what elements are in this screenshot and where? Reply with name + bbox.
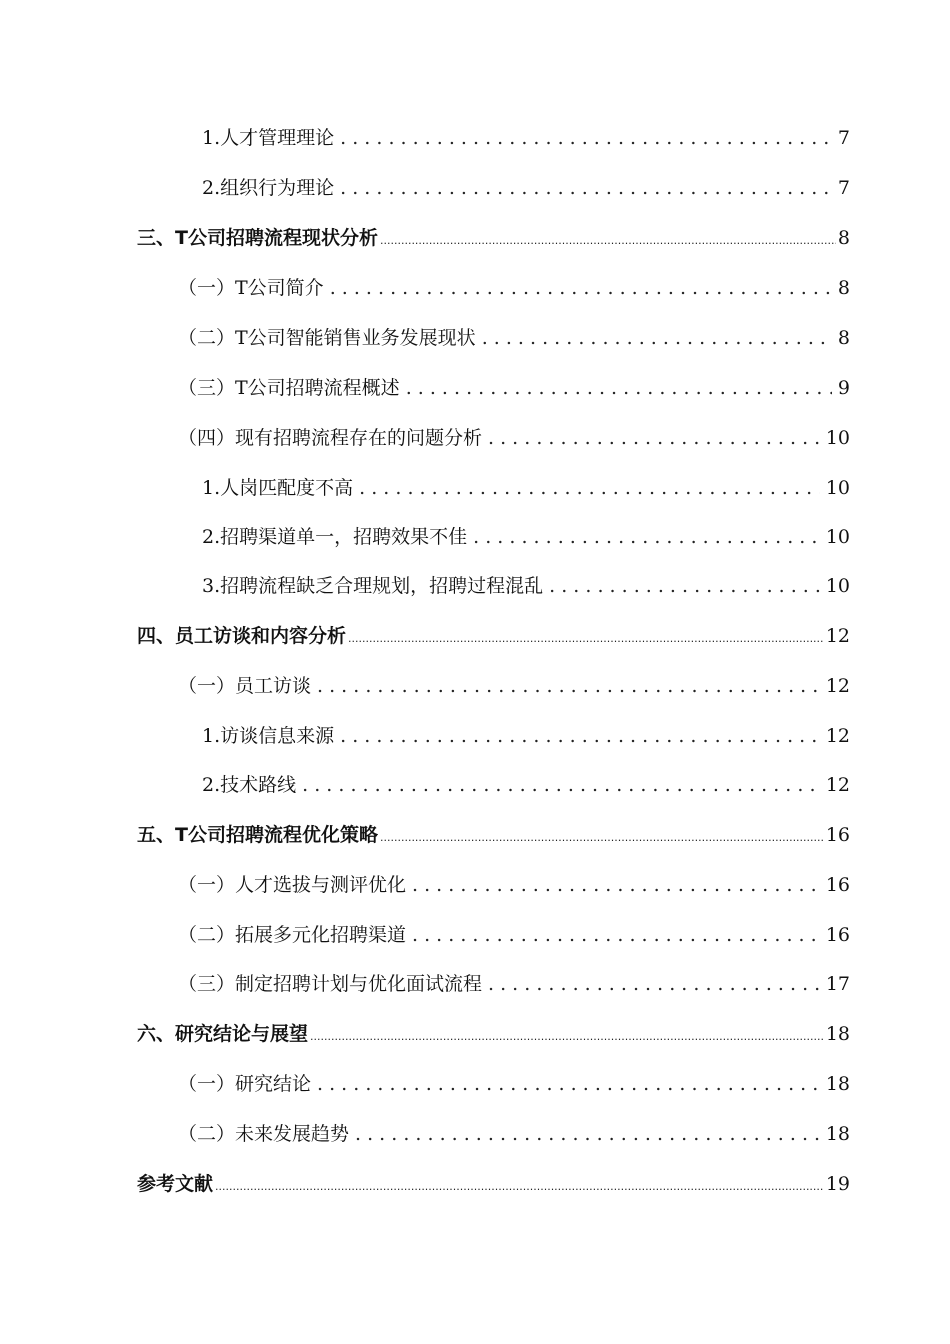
toc-entry-page: 16 — [825, 824, 850, 846]
dot-leader — [380, 824, 824, 852]
toc-entry[interactable] — [202, 722, 850, 750]
toc-entry[interactable] — [178, 324, 850, 352]
toc-entry-page: 7 — [837, 127, 850, 149]
toc-chapter-entry[interactable] — [137, 622, 850, 650]
dot-leader — [412, 921, 820, 949]
toc-entry-page: 10 — [825, 575, 850, 597]
toc-entry[interactable] — [178, 970, 850, 998]
dot-leader — [330, 274, 832, 302]
dot-leader — [412, 871, 820, 899]
toc-entry-page: 10 — [825, 427, 850, 449]
toc-entry-label: 3.招聘流程缺乏合理规划，招聘过程混乱 — [202, 575, 544, 597]
toc-entry-page: 16 — [825, 874, 850, 896]
toc-entry-label: （一）T公司简介 — [178, 277, 324, 299]
toc-entry[interactable] — [178, 871, 850, 899]
toc-entry-page: 7 — [837, 177, 850, 199]
toc-entry-label: 六、研究结论与展望 — [137, 1023, 309, 1045]
toc-entry[interactable] — [202, 572, 850, 600]
dot-leader — [406, 374, 832, 402]
dot-leader — [302, 771, 820, 799]
toc-entry[interactable] — [178, 672, 850, 700]
toc-entry[interactable] — [202, 174, 850, 202]
toc-chapter-entry[interactable] — [137, 1020, 850, 1048]
dot-leader — [488, 970, 820, 998]
toc-entry-label: （二）T公司智能销售业务发展现状 — [178, 327, 476, 349]
toc-entry-label: （一）人才选拔与测评优化 — [178, 874, 407, 896]
dot-leader — [473, 523, 820, 551]
dot-leader — [359, 474, 820, 502]
toc-entry[interactable] — [202, 771, 850, 799]
toc-entry-page: 8 — [837, 277, 850, 299]
toc-entry-label: 1.人才管理理论 — [202, 127, 335, 149]
toc-entry[interactable] — [178, 921, 850, 949]
toc-entry[interactable] — [178, 1070, 850, 1098]
toc-entry-page: 18 — [825, 1023, 850, 1045]
toc-entry-label: 1.访谈信息来源 — [202, 725, 335, 747]
dot-leader — [549, 572, 820, 600]
toc-entry-page: 19 — [825, 1173, 850, 1195]
dot-leader — [380, 227, 836, 255]
toc-entry-page: 12 — [825, 675, 850, 697]
toc-entry-label: （三）制定招聘计划与优化面试流程 — [178, 973, 483, 995]
toc-entry-page: 12 — [825, 625, 850, 647]
toc-entry[interactable] — [202, 124, 850, 152]
dot-leader — [340, 722, 820, 750]
dot-leader — [310, 1023, 824, 1051]
toc-entry[interactable] — [178, 1120, 850, 1148]
toc-entry-label: 五、T公司招聘流程优化策略 — [137, 824, 378, 846]
toc-chapter-entry[interactable] — [137, 1170, 850, 1198]
toc-entry-page: 8 — [837, 327, 850, 349]
toc-entry-label: （二）未来发展趋势 — [178, 1123, 350, 1145]
toc-entry-label: （一）员工访谈 — [178, 675, 312, 697]
toc-entry-label: 1.人岗匹配度不高 — [202, 477, 354, 499]
dot-leader — [317, 1070, 820, 1098]
toc-entry-page: 16 — [825, 924, 850, 946]
toc-entry-label: 参考文献 — [137, 1173, 214, 1195]
toc-entry-label: （二）拓展多元化招聘渠道 — [178, 924, 407, 946]
toc-entry-page: 18 — [825, 1073, 850, 1095]
toc-entry[interactable] — [202, 523, 850, 551]
toc-entry[interactable] — [178, 374, 850, 402]
toc-entry[interactable] — [178, 274, 850, 302]
dot-leader — [340, 124, 832, 152]
toc-entry-page: 10 — [825, 526, 850, 548]
toc-entry-label: 三、T公司招聘流程现状分析 — [137, 227, 378, 249]
toc-entry-page: 18 — [825, 1123, 850, 1145]
dot-leader — [355, 1120, 820, 1148]
toc-entry-page: 9 — [837, 377, 850, 399]
toc-chapter-entry[interactable] — [137, 224, 850, 252]
dot-leader — [340, 174, 832, 202]
toc-entry-label: 2.技术路线 — [202, 774, 297, 796]
toc-entry[interactable] — [202, 474, 850, 502]
toc-entry-page: 10 — [825, 477, 850, 499]
dot-leader — [482, 324, 832, 352]
dot-leader — [215, 1173, 824, 1201]
toc-entry-page: 12 — [825, 725, 850, 747]
toc-entry-label: （四）现有招聘流程存在的问题分析 — [178, 427, 483, 449]
toc-entry-label: 四、员工访谈和内容分析 — [137, 625, 347, 647]
toc-entry-page: 12 — [825, 774, 850, 796]
dot-leader — [488, 424, 820, 452]
toc-entry-page: 8 — [837, 227, 850, 249]
toc-entry-label: （一）研究结论 — [178, 1073, 312, 1095]
toc-entry-label: （三）T公司招聘流程概述 — [178, 377, 400, 399]
dot-leader — [317, 672, 820, 700]
toc-entry[interactable] — [178, 424, 850, 452]
toc-entry-page: 17 — [825, 973, 850, 995]
toc-chapter-entry[interactable] — [137, 821, 850, 849]
toc-entry-label: 2.招聘渠道单一，招聘效果不佳 — [202, 526, 468, 548]
toc-entry-label: 2.组织行为理论 — [202, 177, 335, 199]
dot-leader — [348, 625, 824, 653]
